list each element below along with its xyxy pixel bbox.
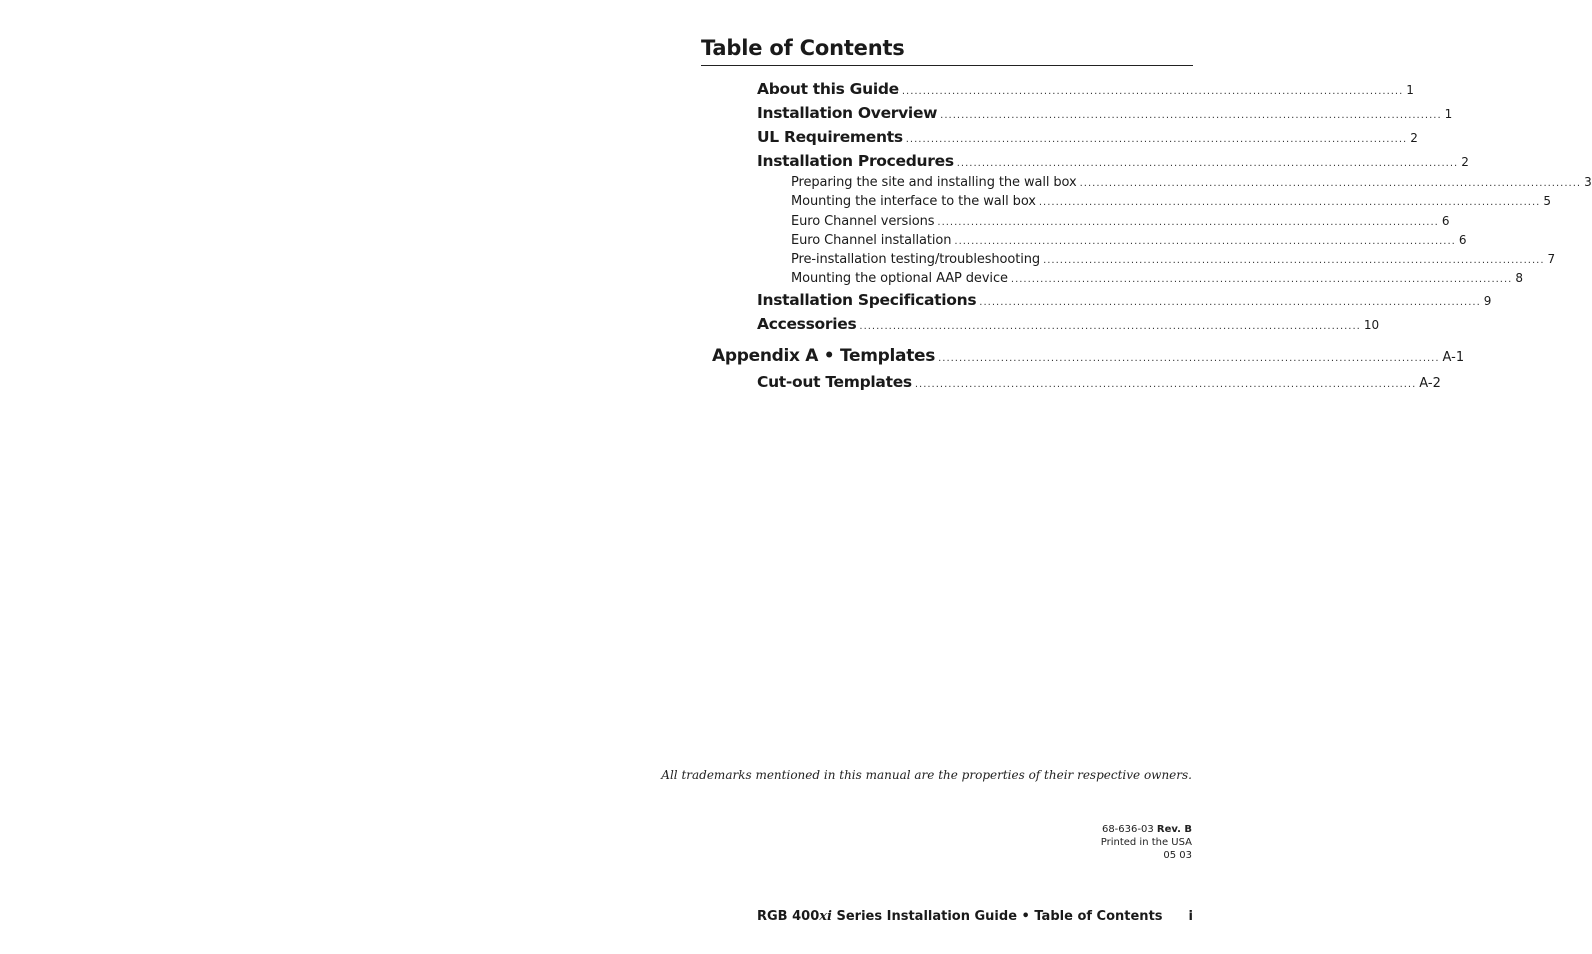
page-title: Table of Contents — [701, 34, 1193, 66]
dot-leader: ........................................................................................................................ — [937, 217, 1439, 228]
dot-leader: ........................................................................................................................ — [914, 379, 1417, 390]
toc-entry-label: Appendix A • Templates — [712, 346, 936, 366]
toc-subentry-mounting-interface[interactable] — [791, 194, 1551, 209]
toc-entry-about-this-guide[interactable] — [757, 80, 1414, 98]
dot-leader: ........................................................................................................................ — [901, 86, 1404, 97]
toc-entry-page: 2 — [1410, 131, 1418, 145]
print-date: 05 03 — [1163, 850, 1192, 861]
toc-entry-cut-out-templates[interactable] — [757, 373, 1441, 391]
toc-subentry-mounting-aap[interactable] — [791, 271, 1523, 286]
toc-entry-page: 1 — [1444, 107, 1453, 121]
toc-subentry-page: 5 — [1543, 194, 1551, 208]
dot-leader: ........................................................................................................................ — [979, 297, 1481, 308]
toc-subentry-label: Euro Channel installation — [791, 233, 952, 248]
toc-entry-label: Installation Procedures — [757, 152, 954, 170]
toc-entry-installation-procedures[interactable] — [757, 152, 1469, 170]
toc-subentry-page: 6 — [1458, 233, 1467, 247]
footer-product: RGB 400 — [757, 909, 820, 924]
toc-entry-page: A-2 — [1419, 376, 1441, 391]
toc-entry-appendix-a[interactable] — [712, 346, 1465, 366]
toc-entry-label: UL Requirements — [757, 128, 903, 146]
dot-leader: ........................................................................................................................ — [1010, 274, 1513, 285]
part-number: 68-636-03 — [1101, 824, 1154, 835]
toc-subentry-preparing-site[interactable] — [791, 175, 1592, 190]
toc-subentry-pre-installation-testing[interactable] — [791, 252, 1556, 267]
dot-leader: ........................................................................................................................ — [1038, 197, 1541, 208]
document-info — [1101, 823, 1192, 862]
revision: Rev. B — [1156, 824, 1192, 835]
footer-title-rest: Series Installation Guide • Table of Contents — [831, 909, 1163, 924]
dot-leader: ........................................................................................................................ — [940, 110, 1442, 121]
dot-leader: ........................................................................................................................ — [956, 158, 1459, 169]
dot-leader: ........................................................................................................................ — [1079, 178, 1582, 189]
trademark-notice: All trademarks mentioned in this manual are the properties of their respective owners. — [661, 768, 1192, 782]
toc-subentry-label: Pre-installation testing/troubleshooting — [791, 252, 1041, 267]
toc-entry-installation-specifications[interactable] — [757, 291, 1492, 309]
toc-entry-page: 10 — [1363, 318, 1380, 332]
toc-entry-page: 1 — [1406, 83, 1414, 97]
dot-leader: ........................................................................................................................ — [905, 134, 1408, 145]
toc-entry-label: Installation Specifications — [757, 291, 977, 309]
toc-entry-label: Installation Overview — [757, 104, 938, 122]
toc-entry-label: Accessories — [757, 315, 857, 333]
toc-entry-ul-requirements[interactable] — [757, 128, 1418, 146]
dot-leader: ........................................................................................................................ — [1043, 255, 1545, 266]
dot-leader: ........................................................................................................................ — [954, 236, 1456, 247]
footer-title — [757, 909, 1163, 924]
part-number-line — [1101, 823, 1192, 836]
footer-page-number: i — [1188, 909, 1193, 924]
toc-subentry-page: 6 — [1441, 214, 1450, 228]
toc-subentry-page: 3 — [1584, 175, 1592, 189]
printed-location: Printed in the USA — [1100, 837, 1192, 848]
toc-subentry-euro-channel-versions[interactable] — [791, 214, 1450, 229]
toc-entry-label: Cut-out Templates — [757, 373, 912, 391]
toc-entry-page: 2 — [1461, 155, 1469, 169]
toc-entry-label: About this Guide — [757, 80, 899, 98]
toc-entry-page: A-1 — [1442, 350, 1465, 365]
toc-subentry-page: 7 — [1547, 252, 1556, 266]
dot-leader: ........................................................................................................................ — [859, 321, 1361, 332]
toc-entry-page: 9 — [1483, 294, 1492, 308]
page-footer — [757, 909, 1193, 931]
toc-subentry-label: Preparing the site and installing the wall box — [791, 175, 1077, 190]
toc-entry-accessories[interactable] — [757, 315, 1380, 333]
toc-entry-installation-overview[interactable] — [757, 104, 1453, 122]
toc-subentry-label: Euro Channel versions — [791, 214, 935, 229]
footer-product-suffix: xi — [819, 909, 832, 924]
toc-subentry-euro-channel-installation[interactable] — [791, 233, 1467, 248]
toc-subentry-label: Mounting the optional AAP device — [791, 271, 1008, 286]
toc-subentry-page: 8 — [1515, 271, 1523, 285]
dot-leader: ........................................................................................................................ — [938, 353, 1440, 364]
toc-subentry-label: Mounting the interface to the wall box — [791, 194, 1036, 209]
